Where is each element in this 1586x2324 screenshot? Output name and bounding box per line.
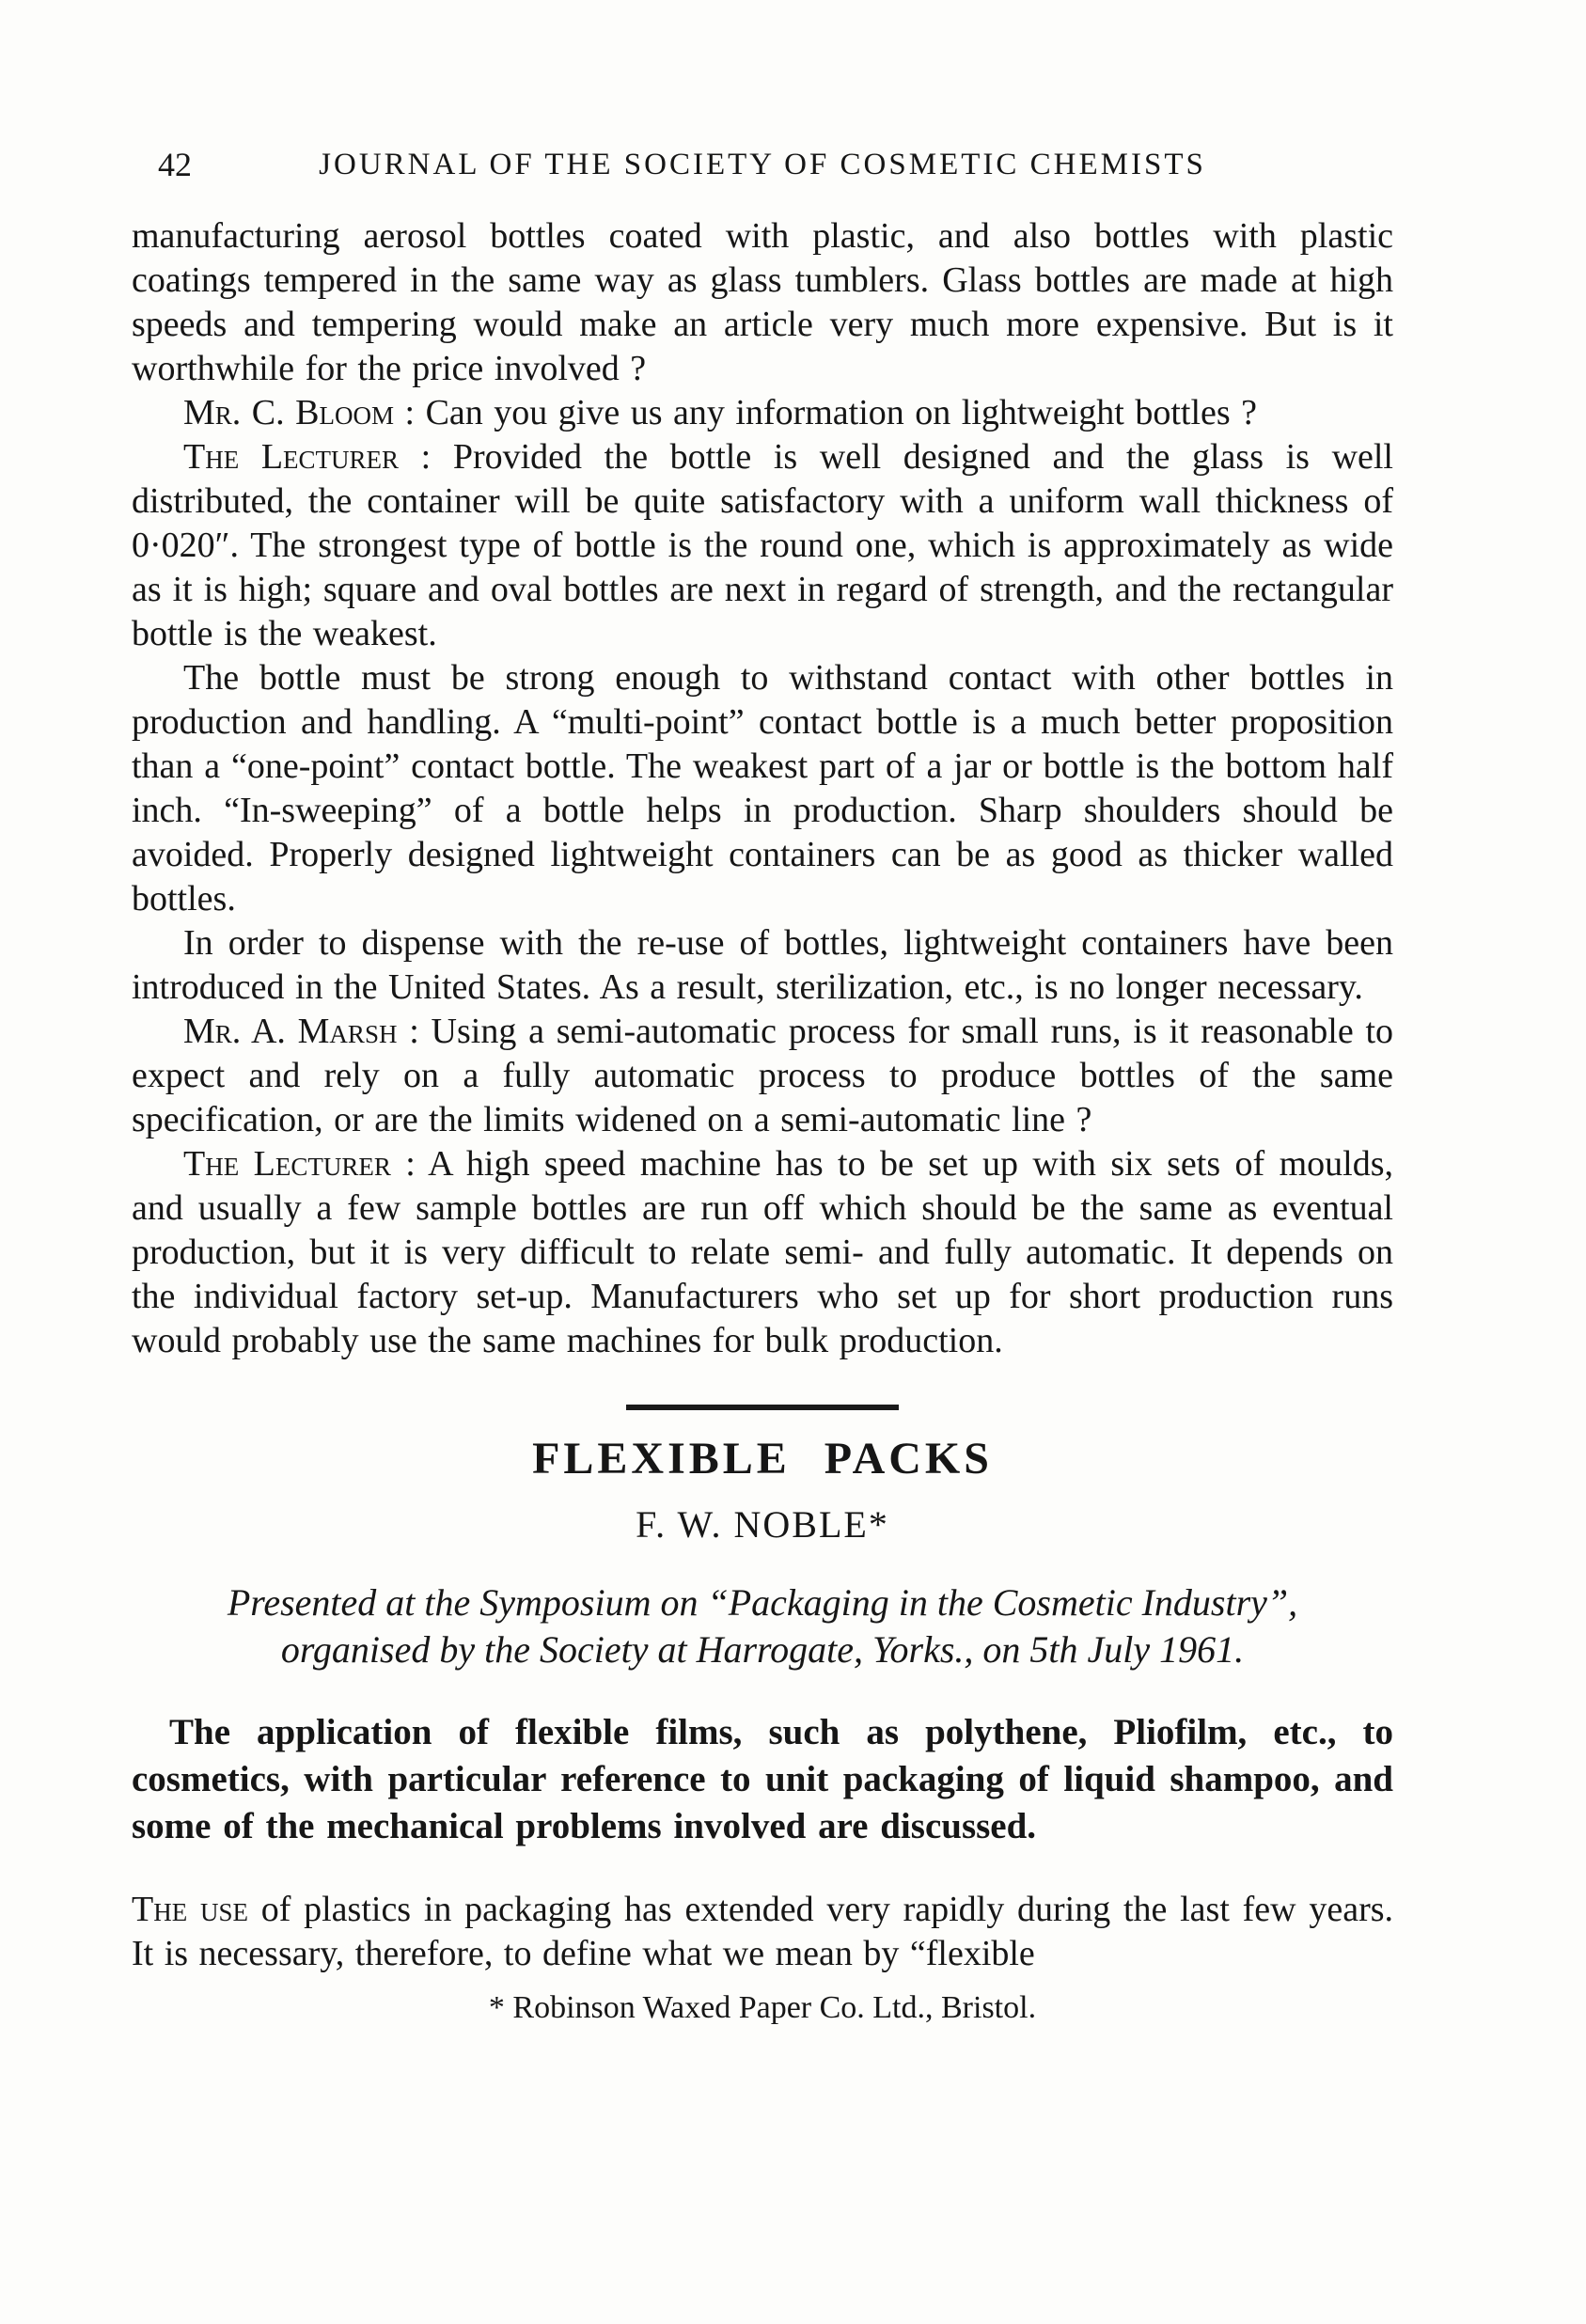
speech-text: A high speed machine has to be set up with six sets of moulds, and usually a few sample bottles are run off which should be the same as eventual production, but it is very difficult to relate semi- and fully automatic. It depends on the individual factory set-up. Manufacturers who set up for short production runs would probably use the same machines for bulk production. [132, 1144, 1394, 1360]
speaker-separator: : [390, 1144, 429, 1184]
presented-line-2: organised by the Society at Harrogate, Yorks., on 5th July 1961. [280, 1628, 1245, 1671]
opening-text: of plastics in packaging has extended very rapidly during the last few years. It is necessary, therefore, to define what we mean by “flexible [132, 1890, 1394, 1973]
article-opening-paragraph [132, 1888, 1393, 1976]
speaker-separator: : [399, 437, 453, 477]
speaker-name: The Lecturer [183, 437, 400, 477]
speech-text: Provided the bottle is well designed and the glass is well distributed, the container will be quite satisfactory with a uniform wall thickness of 0·020″. The strongest type of bottle is the round one, which is approximately as wide as it is high; square and oval bottles are next in regard of strength, and the rectangular bottle is the weakest. [132, 437, 1393, 653]
running-head [132, 146, 1393, 183]
discussion-paragraph: manufacturing aerosol bottles coated with plastic, and also bottles with plastic coatings tempered in the same way as glass tumblers. Glass bottles are made at high speeds and tempering would make an article very much more expensive. But is it worthwhile for the price involved ? [132, 216, 1393, 388]
journal-header-title: JOURNAL OF THE SOCIETY OF COSMETIC CHEMISTS [319, 148, 1206, 181]
speaker-separator: : [397, 1012, 432, 1051]
page-number: 42 [158, 146, 192, 183]
speaker-name: The Lecturer [183, 1144, 391, 1184]
article-title: FLEXIBLE PACKS [532, 1434, 993, 1484]
speaker-separator: : [394, 393, 426, 432]
discussion-paragraph [132, 1142, 1393, 1363]
speaker-name: Mr. A. Marsh [183, 1012, 398, 1051]
speech-text: Can you give us any information on lightweight bottles ? [425, 393, 1258, 432]
discussion-section [132, 214, 1393, 1363]
opening-lead: The use [132, 1890, 248, 1929]
section-divider-rule [626, 1405, 899, 1410]
discussion-paragraph [132, 391, 1393, 435]
presented-line-1: Presented at the Symposium on “Packaging in the Cosmetic Industry”, [227, 1581, 1298, 1624]
article-author: F. W. NOBLE* [636, 1503, 889, 1546]
discussion-paragraph: In order to dispense with the re-use of bottles, lightweight containers have been introduced in the United States. As a result, sterilization, etc., is no longer necessary. [132, 923, 1393, 1007]
presented-at-note [132, 1579, 1393, 1673]
author-affiliation-footnote: * Robinson Waxed Paper Co. Ltd., Bristol. [488, 1990, 1037, 2025]
discussion-paragraph [132, 1010, 1393, 1142]
discussion-paragraph: The bottle must be strong enough to withstand contact with other bottles in production and handling. A “multi-point” contact bottle is a much better proposition than a “one-point” contact bottle. The weakest part of a jar or bottle is the bottom half inch. “In-sweeping” of a bottle helps in production. Sharp shoulders should be avoided. Properly designed lightweight containers can be as good as thicker walled bottles. [132, 658, 1393, 919]
discussion-paragraph [132, 435, 1393, 656]
speech-text: Using a semi-automatic process for small runs, is it reasonable to expect and rely on a fully automatic process to produce bottles of the same specification, or are the limits widened on a semi-automatic line ? [132, 1012, 1394, 1139]
article-abstract: The application of flexible films, such as polythene, Pliofilm, etc., to cosmetics, with particular reference to unit packaging of liquid shampoo, and some of the mechanical problems involved are discussed. [132, 1712, 1393, 1846]
speaker-name: Mr. C. Bloom [183, 393, 394, 432]
